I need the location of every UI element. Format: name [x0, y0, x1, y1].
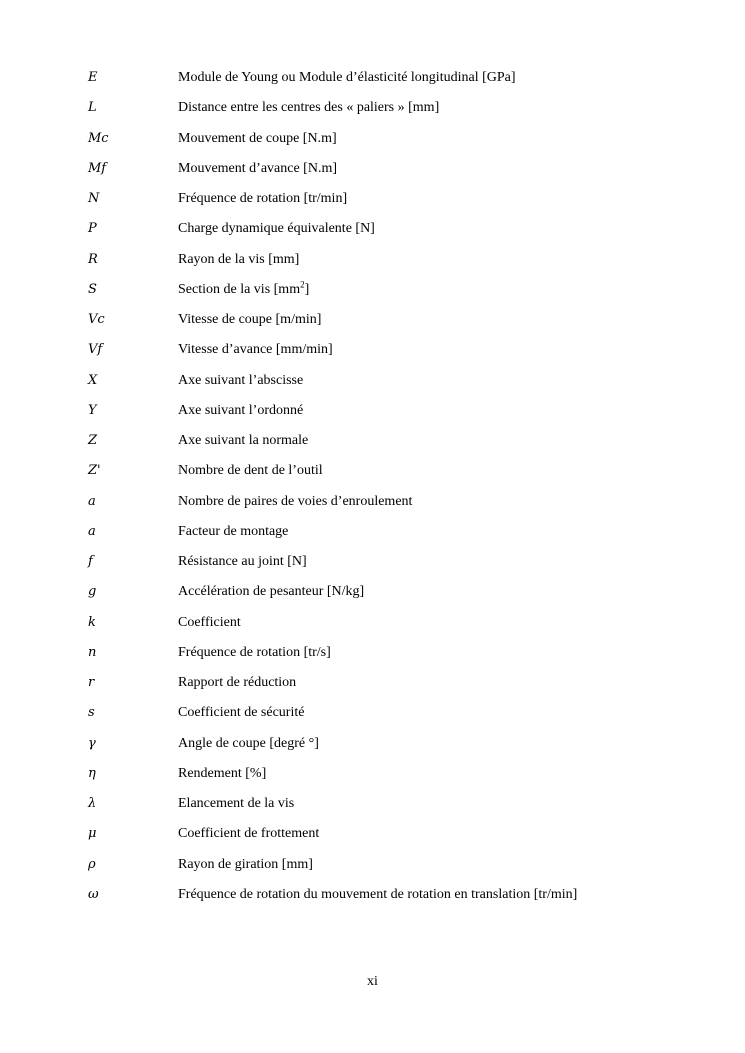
- description: Charge dynamique équivalente [N]: [178, 221, 375, 237]
- nomenclature-row: [88, 494, 708, 524]
- nomenclature-row: [88, 584, 708, 614]
- description: Rayon de giration [mm]: [178, 856, 313, 872]
- description: Coefficient: [178, 614, 241, 630]
- description: Module de Young ou Module d’élasticité longitudinal [GPa]: [178, 70, 516, 85]
- symbol: a: [88, 523, 96, 539]
- symbol: Y: [88, 402, 97, 418]
- description: Mouvement d’avance [N.m]: [178, 160, 337, 176]
- description: Coefficient de sécurité: [178, 705, 305, 721]
- nomenclature-row: [88, 887, 708, 917]
- nomenclature-row: [88, 403, 708, 433]
- description: Section de la vis [mm: [178, 281, 301, 297]
- symbol: r: [88, 675, 95, 690]
- symbol: Mf: [88, 160, 107, 176]
- description: Fréquence de rotation [tr/s]: [178, 644, 331, 660]
- symbol: Z: [88, 433, 98, 448]
- symbol: Mc: [88, 130, 109, 146]
- description: Rapport de réduction: [178, 675, 297, 690]
- description: Distance entre les centres des « paliers » [mm]: [178, 100, 440, 116]
- nomenclature-row: [88, 373, 708, 403]
- description: Vitesse de coupe [m/min]: [178, 312, 322, 327]
- description-with-superscript: [178, 279, 708, 298]
- nomenclature-row: [88, 736, 708, 766]
- symbol: a: [88, 493, 96, 509]
- symbol: L: [88, 100, 97, 116]
- description: Fréquence de rotation [tr/min]: [178, 191, 348, 206]
- nomenclature-row: [88, 766, 708, 796]
- description: Fréquence de rotation du mouvement de rotation en translation [tr/min]: [178, 886, 578, 902]
- description: Rayon de la vis [mm]: [178, 251, 300, 267]
- description: Résistance au joint [N]: [178, 554, 307, 569]
- description: Axe suivant l’abscisse: [178, 372, 304, 388]
- description: Facteur de montage: [178, 523, 289, 539]
- description: Mouvement de coupe [N.m]: [178, 130, 337, 146]
- nomenclature-row: [88, 342, 708, 372]
- nomenclature-row: [88, 191, 708, 221]
- page-number: xi: [367, 974, 378, 989]
- symbol: n: [88, 644, 97, 660]
- nomenclature-row: [88, 161, 708, 191]
- nomenclature-row: [88, 70, 708, 100]
- nomenclature-row: [88, 554, 708, 584]
- symbol: Vf: [88, 342, 103, 358]
- nomenclature-row: [88, 675, 708, 705]
- symbol: P: [88, 221, 97, 237]
- symbol: Vc: [88, 312, 105, 327]
- symbol: g: [88, 584, 97, 600]
- nomenclature-row: [88, 615, 708, 645]
- description: Rendement [%]: [178, 765, 267, 781]
- symbol: s: [88, 705, 95, 721]
- description-suffix: ]: [304, 281, 310, 297]
- symbol: R: [88, 251, 98, 267]
- superscript: 2: [300, 279, 305, 290]
- description: Elancement de la vis: [178, 796, 295, 811]
- symbol: N: [88, 191, 100, 206]
- symbol: f: [88, 554, 93, 569]
- nomenclature-row: [88, 857, 708, 887]
- description: Nombre de paires de voies d’enroulement: [178, 493, 413, 509]
- description: Nombre de dent de l’outil: [178, 463, 323, 479]
- nomenclature-row: [88, 826, 708, 856]
- nomenclature-row: [88, 279, 708, 312]
- nomenclature-row: [88, 645, 708, 675]
- nomenclature-row: [88, 463, 708, 493]
- description: Axe suivant la normale: [178, 433, 309, 448]
- nomenclature-row: [88, 100, 708, 130]
- nomenclature-row: [88, 433, 708, 463]
- symbol: ρ: [88, 856, 96, 872]
- nomenclature-list: [88, 70, 708, 917]
- nomenclature-row: [88, 524, 708, 554]
- description: Vitesse d’avance [mm/min]: [178, 342, 333, 358]
- nomenclature-row: [88, 705, 708, 735]
- symbol: λ: [88, 796, 97, 811]
- symbol: Z': [88, 463, 101, 479]
- description: Axe suivant l’ordonné: [178, 402, 304, 418]
- description: Angle de coupe [degré °]: [178, 735, 319, 751]
- nomenclature-row: [88, 252, 708, 282]
- symbol: E: [88, 70, 98, 85]
- symbol: γ: [88, 735, 96, 751]
- symbol: X: [88, 372, 98, 388]
- symbol: S: [88, 281, 97, 297]
- nomenclature-row: [88, 221, 708, 251]
- description: Accélération de pesanteur [N/kg]: [178, 584, 365, 600]
- symbol: k: [88, 614, 96, 630]
- symbol: η: [88, 765, 96, 781]
- symbol: μ: [88, 826, 97, 842]
- nomenclature-row: [88, 131, 708, 161]
- nomenclature-row: [88, 312, 708, 342]
- description: Coefficient de frottement: [178, 826, 320, 842]
- nomenclature-row: [88, 796, 708, 826]
- symbol: ω: [88, 886, 99, 902]
